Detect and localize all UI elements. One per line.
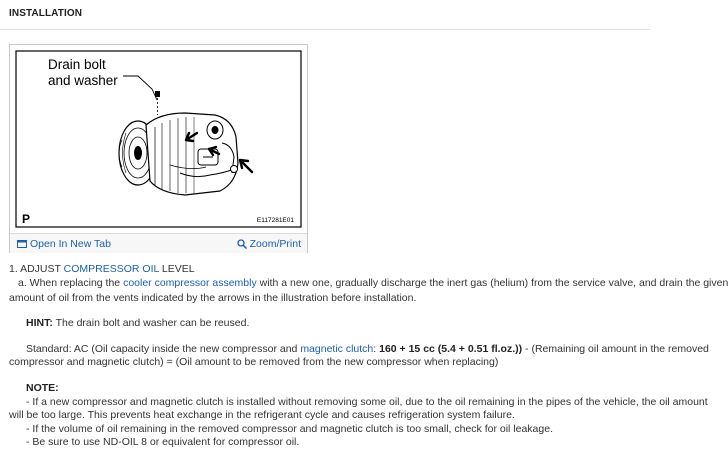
note-1-text-b: will be too large. This prevents heat exchange in the refrigerant cycle and causes refrigeration system failure. bbox=[9, 409, 515, 422]
standard-tail: - (Remaining oil amount in the removed bbox=[525, 342, 709, 355]
note-1-text-a: - If a new compressor and magnetic clutch is installed without removing some oil, due to the oil remaining in the pipes of the vehicle, the oil amount bbox=[26, 395, 708, 408]
standard-prefix: Standard: AC (Oil capacity inside the new compressor and bbox=[26, 342, 298, 355]
note-item-1a bbox=[9, 395, 708, 409]
step-a-prefix: a. When replacing the bbox=[18, 277, 121, 290]
compressor-illustration bbox=[10, 45, 307, 233]
procedure-content bbox=[9, 263, 728, 449]
cooler-compressor-assembly-link[interactable]: cooler compressor assembly bbox=[123, 277, 257, 290]
note-heading bbox=[9, 382, 645, 395]
standard-line-2 bbox=[9, 356, 645, 369]
compressor-oil-link[interactable]: COMPRESSOR OIL bbox=[63, 263, 159, 275]
standard-colon: : bbox=[373, 342, 377, 355]
note-item-3 bbox=[9, 436, 645, 449]
magnifier-icon bbox=[237, 239, 247, 249]
standard-text-2: compressor and magnetic clutch) = (Oil amount to be removed from the new compressor when replacing) bbox=[9, 356, 499, 369]
note-item-1b bbox=[9, 409, 645, 422]
illustration-toolbar bbox=[10, 233, 307, 253]
corner-label: P bbox=[22, 212, 31, 226]
note-2-text: - If the volume of oil remaining in the removed compressor and magnetic clutch is too small, check for oil leakage. bbox=[26, 422, 553, 435]
section-header bbox=[0, 0, 650, 30]
step-1-heading bbox=[9, 263, 645, 276]
open-new-tab-label: Open In New Tab bbox=[30, 238, 111, 250]
standard-value: 160 + 15 cc (5.4 + 0.51 fl.oz.)) bbox=[379, 342, 523, 355]
zoom-print-link[interactable] bbox=[237, 238, 301, 250]
open-tab-icon bbox=[17, 239, 27, 249]
image-code: E117281E01 bbox=[256, 217, 294, 224]
hint-label: HINT: bbox=[26, 317, 53, 330]
illustration-frame bbox=[9, 44, 308, 253]
zoom-print-label: Zoom/Print bbox=[249, 238, 301, 250]
note-label: NOTE: bbox=[26, 382, 59, 395]
note-3-text: - Be sure to use ND-OIL 8 or equivalent for compressor oil. bbox=[26, 436, 300, 449]
step-1-number: 1. ADJUST bbox=[9, 263, 61, 275]
section-title: INSTALLATION bbox=[9, 8, 83, 19]
hint-line bbox=[9, 317, 645, 330]
note-item-2 bbox=[9, 423, 645, 436]
step-a-line-1 bbox=[9, 277, 728, 290]
open-new-tab-link[interactable] bbox=[17, 238, 111, 250]
hint-text: The drain bolt and washer can be reused. bbox=[55, 317, 250, 330]
standard-line-1 bbox=[9, 342, 709, 356]
callout-label-line1: Drain bolt bbox=[48, 57, 106, 72]
step-a-line-2 bbox=[9, 292, 645, 305]
step-1-tail: LEVEL bbox=[161, 263, 195, 275]
step-a-text-2: amount of oil from the vents indicated by the arrows in the illustration before installation. bbox=[9, 291, 417, 304]
callout-label-line2: and washer bbox=[48, 73, 118, 88]
magnetic-clutch-link[interactable]: magnetic clutch bbox=[300, 342, 374, 355]
step-a-text-1: with a new one, gradually discharge the inert gas (helium) from the service valve, and drain the given bbox=[259, 277, 728, 290]
